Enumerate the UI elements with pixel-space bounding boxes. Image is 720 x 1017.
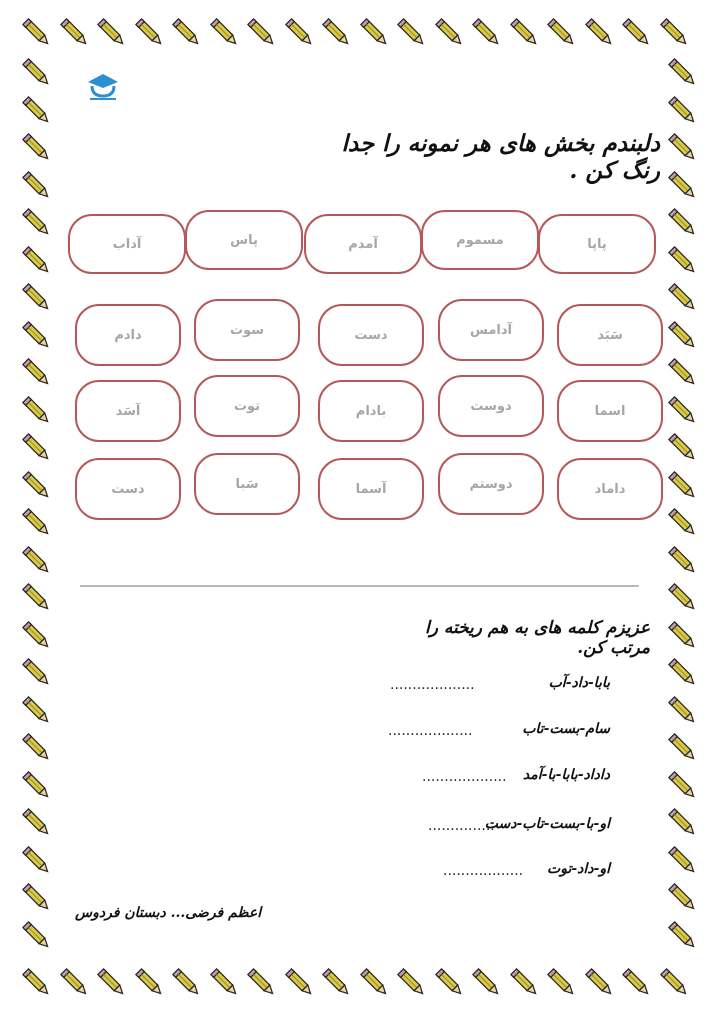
pencil-icon bbox=[666, 694, 700, 728]
word-pill[interactable]: آسما bbox=[318, 458, 424, 520]
word-pill[interactable]: آمدم bbox=[304, 214, 422, 274]
pencil-icon bbox=[20, 919, 54, 953]
pencil-icon bbox=[545, 16, 579, 50]
pencil-icon bbox=[666, 844, 700, 878]
pencil-icon bbox=[20, 694, 54, 728]
scrambled-words-1: بابا-داد-آب bbox=[548, 675, 610, 691]
pencil-icon bbox=[358, 966, 392, 1000]
pencil-icon bbox=[20, 169, 54, 203]
pencil-icon bbox=[666, 806, 700, 840]
pencil-icon bbox=[245, 16, 279, 50]
pencil-icon bbox=[95, 966, 129, 1000]
word-pill[interactable]: بادام bbox=[318, 380, 424, 442]
pencil-icon bbox=[666, 619, 700, 653]
pencil-icon bbox=[20, 619, 54, 653]
section-divider bbox=[80, 585, 639, 587]
pencil-icon bbox=[20, 806, 54, 840]
pencil-icon bbox=[666, 244, 700, 278]
pencil-icon bbox=[508, 966, 542, 1000]
pencil-icon bbox=[95, 16, 129, 50]
pencil-icon bbox=[133, 16, 167, 50]
pencil-icon bbox=[666, 919, 700, 953]
word-pill[interactable]: دادم bbox=[75, 304, 181, 366]
pencil-icon bbox=[208, 966, 242, 1000]
pencil-icon bbox=[320, 966, 354, 1000]
pencil-icon bbox=[20, 94, 54, 128]
school-logo-icon bbox=[82, 68, 124, 102]
answer-dots-4[interactable]: ............... bbox=[428, 818, 495, 834]
pencil-icon bbox=[20, 506, 54, 540]
pencil-icon bbox=[283, 16, 317, 50]
answer-dots-5[interactable]: .................. bbox=[443, 863, 524, 879]
pencil-icon bbox=[666, 206, 700, 240]
pencil-icon bbox=[545, 966, 579, 1000]
pencil-icon bbox=[20, 469, 54, 503]
pencil-icon bbox=[666, 169, 700, 203]
pencil-icon bbox=[283, 966, 317, 1000]
word-pill[interactable]: آداب bbox=[68, 214, 186, 274]
pencil-icon bbox=[20, 16, 54, 50]
pencil-icon bbox=[20, 56, 54, 90]
pencil-icon bbox=[666, 506, 700, 540]
pencil-icon bbox=[666, 881, 700, 915]
pencil-icon bbox=[508, 16, 542, 50]
footer-credit: اعظم فرضی... دبستان فردوس bbox=[75, 905, 262, 921]
pencil-icon bbox=[666, 356, 700, 390]
word-pill[interactable]: توت bbox=[194, 375, 300, 437]
pencil-icon bbox=[666, 469, 700, 503]
pencil-icon bbox=[620, 16, 654, 50]
word-pill[interactable]: مسموم bbox=[421, 210, 539, 270]
word-pill[interactable]: دوست bbox=[438, 375, 544, 437]
word-pill[interactable]: دست bbox=[318, 304, 424, 366]
pencil-icon bbox=[20, 394, 54, 428]
answer-dots-3[interactable]: ................... bbox=[422, 769, 507, 785]
word-pill[interactable]: داماد bbox=[557, 458, 663, 520]
pencil-icon bbox=[58, 966, 92, 1000]
pencil-icon bbox=[470, 16, 504, 50]
pencil-icon bbox=[20, 769, 54, 803]
word-pill[interactable]: دست bbox=[75, 458, 181, 520]
word-pill[interactable]: دوستم bbox=[438, 453, 544, 515]
pencil-icon bbox=[583, 966, 617, 1000]
pencil-icon bbox=[658, 966, 692, 1000]
pencil-icon bbox=[170, 966, 204, 1000]
pencil-icon bbox=[20, 881, 54, 915]
pencil-icon bbox=[20, 281, 54, 315]
pencil-icon bbox=[20, 844, 54, 878]
pencil-icon bbox=[470, 966, 504, 1000]
word-pill[interactable]: سَبا bbox=[194, 453, 300, 515]
pencil-icon bbox=[20, 656, 54, 690]
pencil-icon bbox=[20, 431, 54, 465]
scrambled-words-5: او-داد-توت bbox=[547, 861, 610, 877]
pencil-icon bbox=[666, 394, 700, 428]
worksheet-title: دلبندم بخش های هر نمونه را جدا رنگ کن . bbox=[341, 130, 660, 184]
pencil-icon bbox=[666, 769, 700, 803]
pencil-icon bbox=[20, 581, 54, 615]
pencil-icon bbox=[170, 16, 204, 50]
pencil-icon bbox=[20, 244, 54, 278]
pencil-icon bbox=[433, 966, 467, 1000]
word-pill[interactable]: پاپا bbox=[538, 214, 656, 274]
pencil-icon bbox=[20, 731, 54, 765]
word-pill[interactable]: اسما bbox=[557, 380, 663, 442]
pencil-icon bbox=[20, 131, 54, 165]
word-pill[interactable]: آسَد bbox=[75, 380, 181, 442]
pencil-icon bbox=[666, 544, 700, 578]
answer-dots-1[interactable]: ................... bbox=[390, 677, 475, 693]
pencil-icon bbox=[20, 206, 54, 240]
pencil-icon bbox=[245, 966, 279, 1000]
word-pill[interactable]: آدامس bbox=[438, 299, 544, 361]
pencil-icon bbox=[666, 131, 700, 165]
pencil-icon bbox=[620, 966, 654, 1000]
pencil-icon bbox=[433, 16, 467, 50]
pencil-icon bbox=[395, 16, 429, 50]
pencil-icon bbox=[320, 16, 354, 50]
pencil-icon bbox=[666, 581, 700, 615]
pencil-icon bbox=[20, 544, 54, 578]
pencil-icon bbox=[133, 966, 167, 1000]
scrambled-words-2: سام-بست-تاب bbox=[522, 721, 610, 737]
word-pill[interactable]: سَبَد bbox=[557, 304, 663, 366]
pencil-icon bbox=[395, 966, 429, 1000]
pencil-icon bbox=[58, 16, 92, 50]
pencil-icon bbox=[20, 966, 54, 1000]
instruction-2: عزیزم کلمه های به هم ریخته را مرتب کن. bbox=[424, 618, 650, 658]
pencil-icon bbox=[358, 16, 392, 50]
pencil-icon bbox=[666, 281, 700, 315]
scrambled-words-3: داداد-بابا-با-آمد bbox=[522, 767, 610, 783]
word-pill[interactable]: سوت bbox=[194, 299, 300, 361]
pencil-icon bbox=[208, 16, 242, 50]
pencil-icon bbox=[666, 731, 700, 765]
pencil-icon bbox=[666, 656, 700, 690]
pencil-icon bbox=[666, 319, 700, 353]
word-pill[interactable]: پاس bbox=[185, 210, 303, 270]
pencil-icon bbox=[666, 431, 700, 465]
pencil-icon bbox=[666, 56, 700, 90]
pencil-icon bbox=[583, 16, 617, 50]
answer-dots-2[interactable]: ................... bbox=[388, 723, 473, 739]
pencil-icon bbox=[666, 94, 700, 128]
scrambled-words-4: او-با-بست-تاب-دست bbox=[484, 816, 610, 832]
pencil-icon bbox=[20, 319, 54, 353]
pencil-icon bbox=[20, 356, 54, 390]
pencil-icon bbox=[658, 16, 692, 50]
